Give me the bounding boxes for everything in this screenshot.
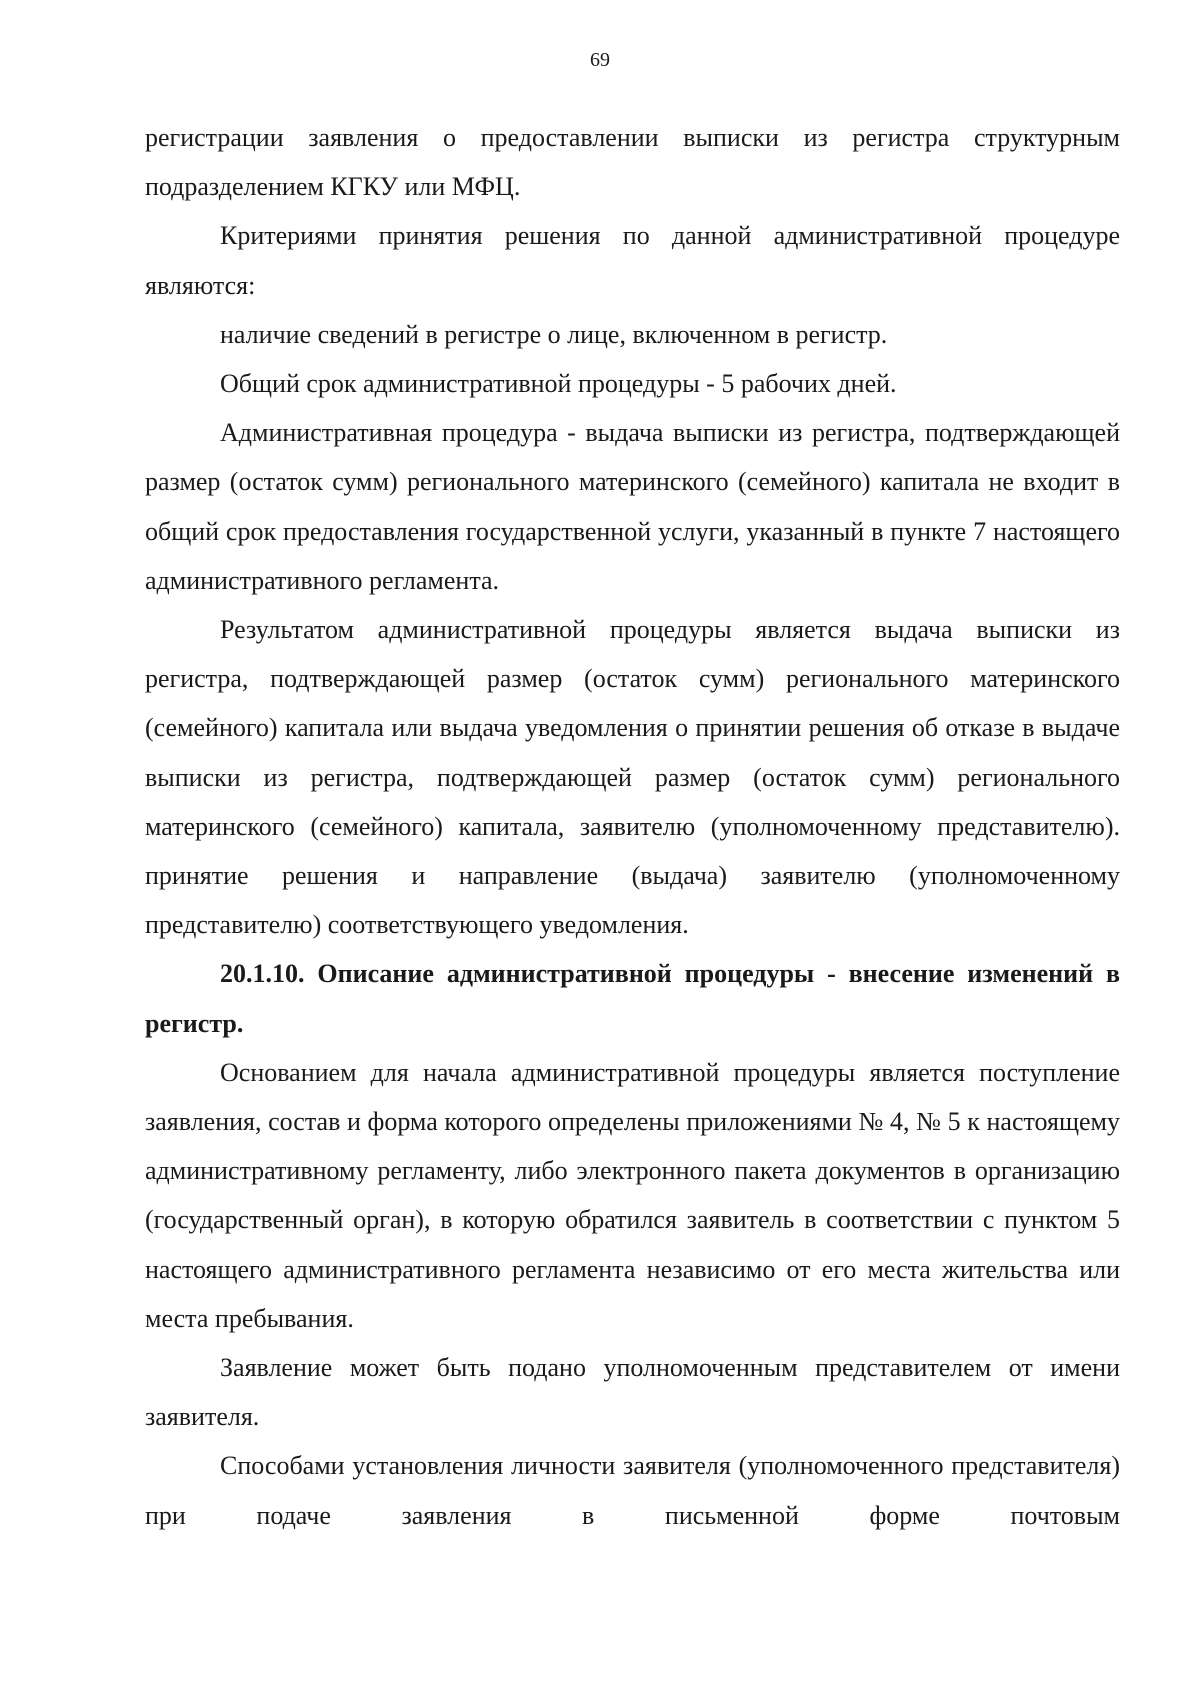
paragraph-representative-submission: Заявление может быть подано уполномоченным представителем от имени заявителя. (145, 1353, 1120, 1432)
paragraph-procedure-result: Результатом административной процедуры является выдача выписки из регистра, подтверждающей размер (остаток сумм) регионального материнского (семейного) капитала или выдача уведомления о принятии решения об отказе в выдаче выписки из регистра, подтверждающей размер (остаток сумм) регионального материнского (семейного) капитала, заявителю (уполномоченному представителю). принятие решения и направление (выдача) заявителю (уполномоченному представителю) соответствующего уведомления. (145, 615, 1120, 940)
document-body (145, 113, 1120, 1540)
paragraph-criteria-item: наличие сведений в регистре о лице, включенном в регистр. (220, 319, 888, 349)
paragraph-procedure-basis: Основанием для начала административной процедуры является поступление заявления, состав и форма которого определены приложениями № 4, № 5 к настоящему административному регламенту, либо электронного пакета документов в организацию (государственный орган), в которую обратился заявитель в соответствии с пунктом 5 настоящего административного регламента независимо от его места жительства или места пребывания. (145, 1057, 1120, 1333)
paragraph-decision-criteria: Критериями принятия решения по данной административной процедуре являются: (145, 221, 1120, 300)
page-number: 69 (590, 49, 610, 71)
paragraph-identity-methods: Способами установления личности заявителя (уполномоченного представителя) при подаче заявления в письменной форме почтовым (145, 1451, 1120, 1530)
section-heading-20-1-10: 20.1.10. Описание административной процедуры - внесение изменений в регистр. (145, 959, 1120, 1038)
paragraph-procedure-term-exclusion: Административная процедура - выдача выписки из регистра, подтверждающей размер (остаток сумм) регионального материнского (семейного) капитала не входит в общий срок предоставления государственной услуги, указанный в пункте 7 настоящего административного регламента. (145, 418, 1120, 595)
paragraph-general-term: Общий срок административной процедуры - 5 рабочих дней. (220, 369, 897, 399)
paragraph-registration-continuation: регистрации заявления о предоставлении выписки из регистра структурным подразделением КГКУ или МФЦ. (145, 123, 1120, 202)
